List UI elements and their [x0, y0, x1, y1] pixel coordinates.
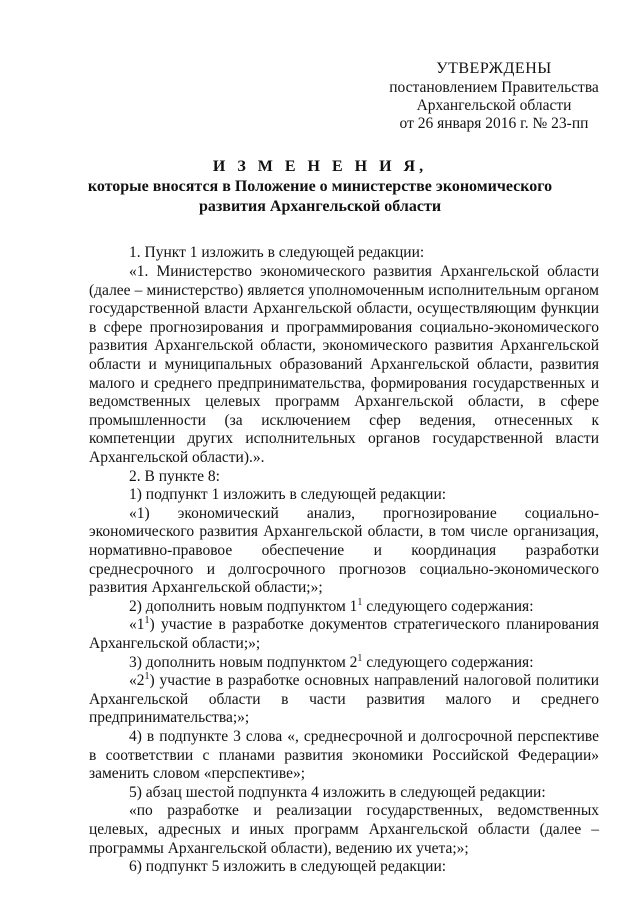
paragraph-text: ) участие в разработке документов стратегического планирования Архангельской области;»; [89, 616, 599, 652]
paragraph: 6) подпункт 5 изложить в следующей редакции: [129, 858, 447, 876]
paragraph: 1) подпункт 1 изложить в следующей редакции: [129, 486, 447, 504]
document-body [89, 244, 599, 877]
paragraph [89, 672, 599, 728]
approval-heading: УТВЕРЖДЕНЫ [436, 60, 552, 77]
paragraph-text: следующего содержания: [362, 597, 534, 615]
paragraph: 5) абзац шестой подпункта 4 изложить в следующей редакции: [129, 783, 546, 801]
approval-line: Архангельской области [416, 97, 572, 114]
paragraph [89, 654, 599, 673]
approval-stamp [380, 60, 608, 133]
superscript: 1 [357, 596, 363, 608]
paragraph: «1. Министерство экономического развития Архангельской области (далее – министерство) является уполномоченным исполнительным органом государственной власти Архангельской области, осуществляющим функции в сфере прогнозирования и программирования социально-экономического развития Архангельской области, экономического развития Архангельской области и муниципальных образований Архангельской области, развития малого и среднего предпринимательства, формирования государственных и ведомственных целевых программ Архангельской области, в сфере промышленности (за исключением сфер ведения, отнесенных к компетенции других исполнительных органов государственной власти Архангельской области).». [89, 263, 599, 467]
superscript: 1 [357, 652, 363, 664]
paragraph-text: 2) дополнить новым подпунктом 1 [129, 597, 358, 615]
paragraph: «по разработке и реализации государственных, ведомственных целевых, адресных и иных программ Архангельской области (далее – программы Архангельской области), ведению их учета;»; [89, 802, 599, 857]
approval-line: от 26 января 2016 г. № 23-пп [399, 115, 589, 132]
paragraph-text: 3) дополнить новым подпунктом 2 [129, 653, 358, 671]
superscript: 1 [144, 671, 150, 682]
title-subtitle: которые вносятся в Положение о министерстве экономического [87, 178, 553, 195]
title-main: И З М Е Н Е Н И Я, [212, 158, 428, 175]
paragraph: 1. Пункт 1 изложить в следующей редакции: [129, 244, 425, 261]
title-subtitle: развития Архангельской области [198, 198, 442, 215]
paragraph: 2. В пункте 8: [129, 467, 220, 485]
paragraph: «1) экономический анализ, прогнозирование социально-экономического развития Архангельской области, в том числе организация, нормативно-правовое обеспечение и координация разработки среднесрочного и долгосрочного прогнозов социально-экономического развития Архангельской области;»; [89, 504, 599, 597]
paragraph: 4) в подпункте 3 слова «, среднесрочной и долгосрочной перспективе в соответствии с планами развития экономики Российской Федерации» заменить словом «перспективе»; [89, 727, 599, 783]
paragraph-text: «2 [129, 672, 145, 690]
paragraph-text: «1 [129, 616, 145, 634]
approval-line: постановлением Правительства [389, 79, 599, 96]
superscript: 1 [144, 615, 150, 627]
document-title [60, 157, 580, 217]
paragraph [89, 616, 599, 653]
paragraph-text: ) участие в разработке основных направлений налоговой политики Архангельской области в части развития малого и среднего предпринимательства;»; [89, 672, 599, 727]
paragraph-text: следующего содержания: [362, 653, 534, 671]
paragraph [89, 598, 599, 617]
